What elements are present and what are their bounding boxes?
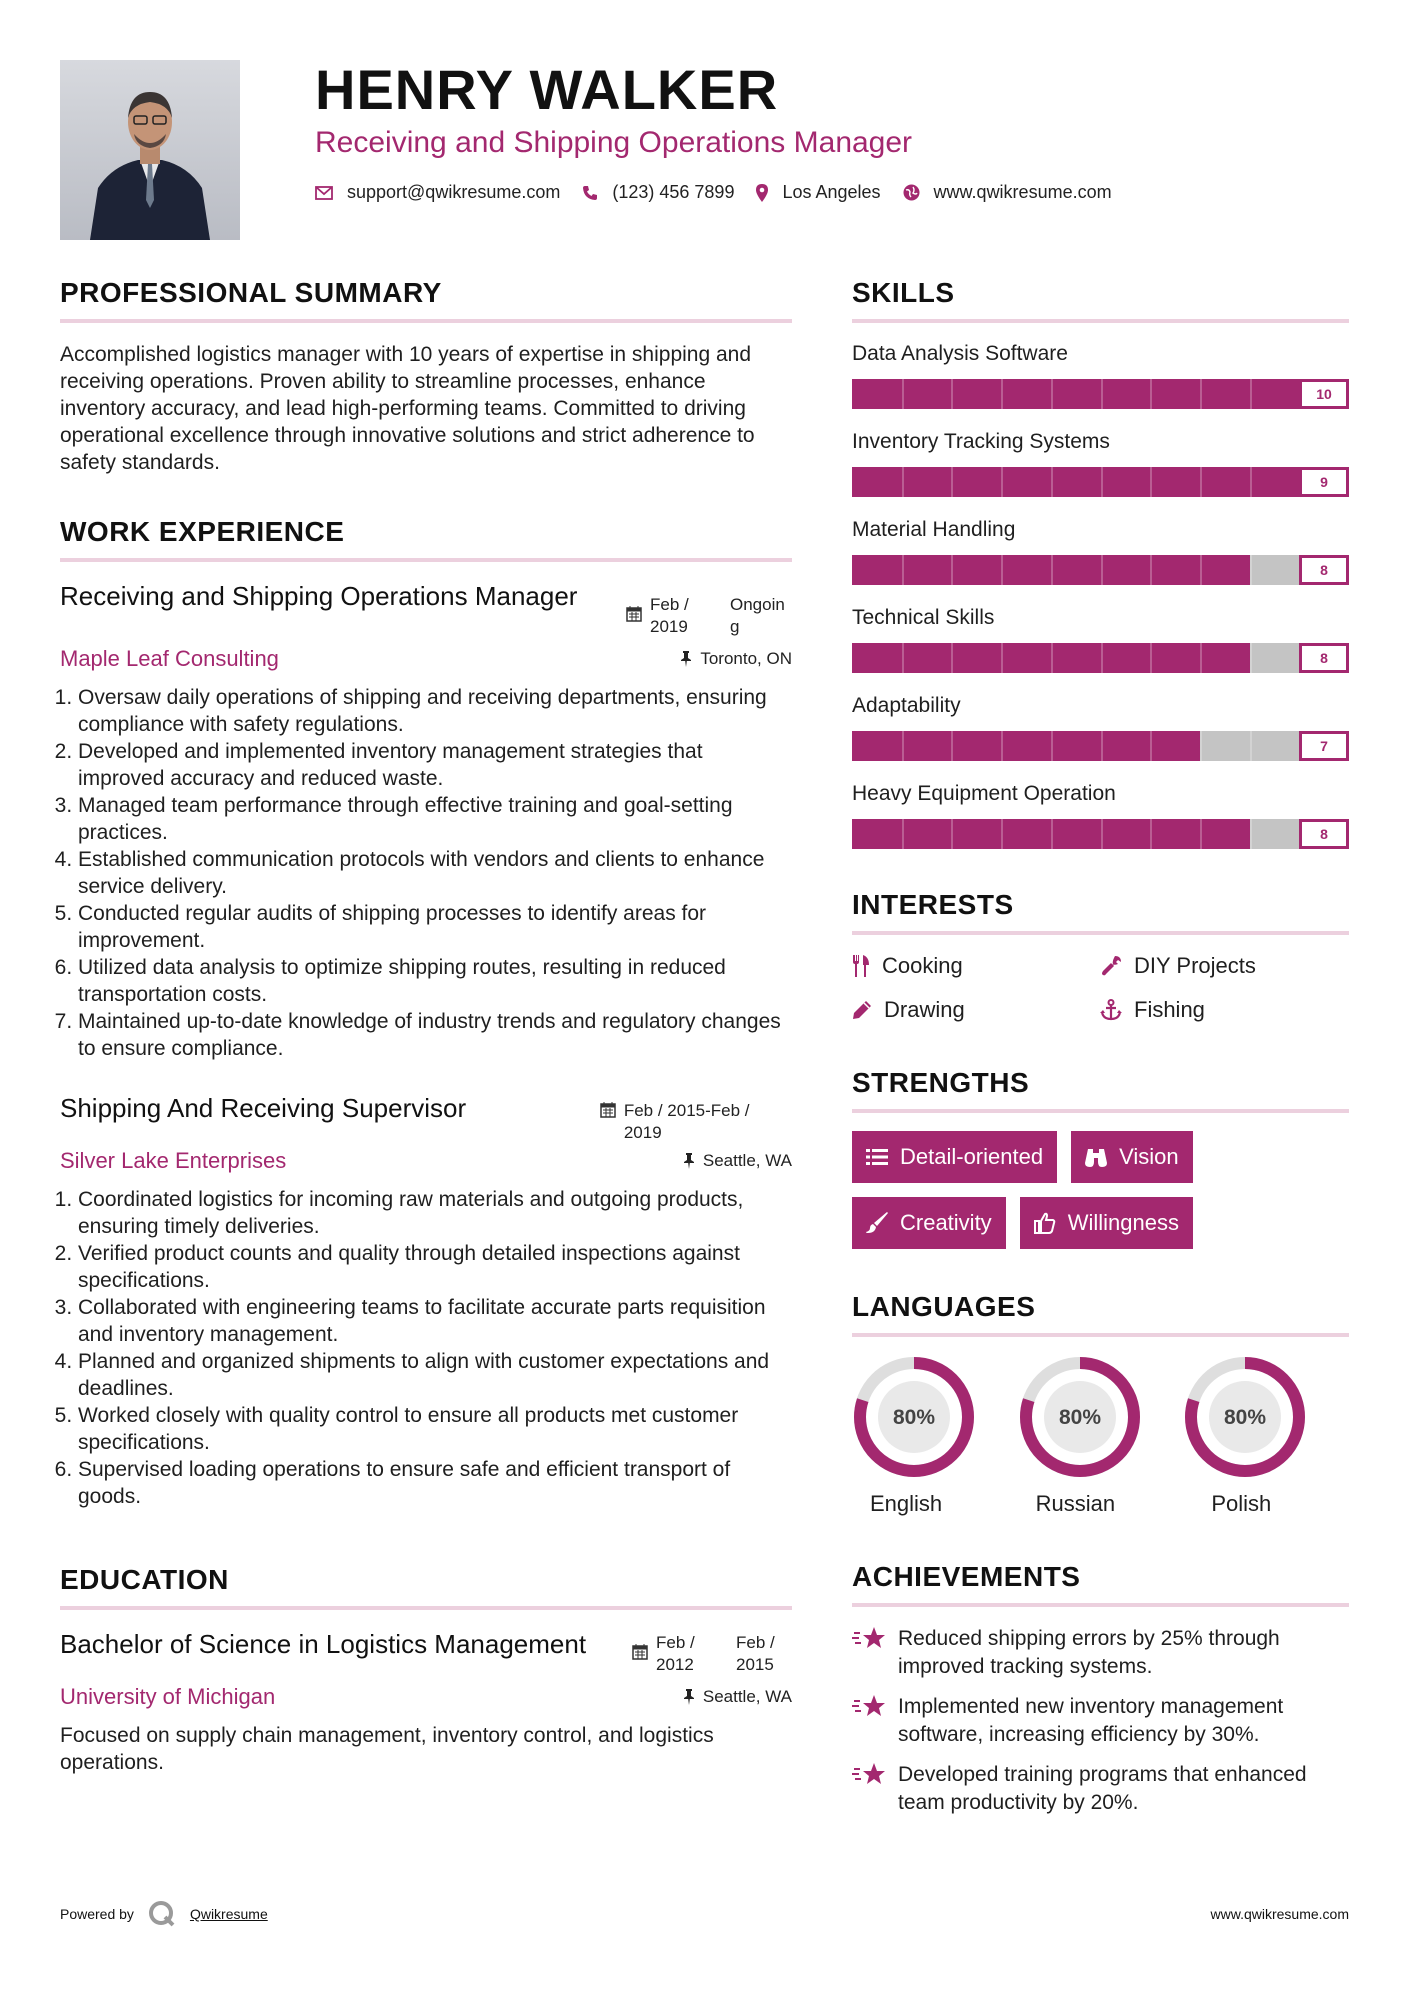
skill-bar-fill [852,467,1299,497]
skill-name: Inventory Tracking Systems [852,430,1110,453]
skill-bar-segment [1250,731,1252,761]
section-divider [852,931,1349,935]
skill-bar-segment [1250,467,1252,497]
wrench-icon [1100,955,1122,977]
star-icon [852,1693,886,1721]
strength-tag [1071,1131,1193,1183]
anchor-icon [1100,999,1122,1021]
skill-bar-segment [1001,555,1003,585]
skill-bar-segment [1200,467,1202,497]
skill-item [852,341,1349,409]
list-item: 4. Planned and organized shipments to align with customer expectations and deadlines. [78,1348,792,1402]
contact-website[interactable] [903,182,1112,203]
job-date [600,1100,792,1144]
language-percent: 80% [892,1406,936,1429]
list-item: 1. Coordinated logistics for incoming raw materials and outgoing products, ensuring timely deliveries. [78,1186,792,1240]
job-date [626,594,792,638]
list-item: 6. Utilized data analysis to optimize shipping routes, resulting in reduced transportation costs. [78,954,792,1008]
strength-tag [1020,1197,1193,1249]
strength-tag [852,1197,1006,1249]
skill-bar [852,555,1349,585]
skill-bar-segment [1101,819,1103,849]
skill-bar-segment [1051,467,1053,497]
skill-bar-segment [951,555,953,585]
calendar-icon [632,1644,648,1660]
skill-bar-segment [1101,379,1103,409]
location-text: Los Angeles [782,182,881,202]
interests-section [852,887,1349,1023]
experience-section [60,514,792,1510]
achievement-text: Reduced shipping errors by 25% through improved tracking systems. [898,1627,1280,1678]
right-column [852,275,1349,1829]
interest-label: DIY Projects [1134,953,1256,978]
job-title: Receiving and Shipping Operations Manager [60,581,578,611]
section-divider [852,1603,1349,1607]
strengths-section [852,1065,1349,1249]
strength-label: Detail-oriented [900,1144,1044,1169]
achievement-item [852,1625,1349,1681]
strength-label: Vision [1119,1144,1179,1169]
skill-bar-segment [1150,643,1152,673]
summary-section [60,275,792,476]
education-location [683,1687,792,1707]
skill-bar-segment [902,379,904,409]
skill-level: 8 [1299,643,1349,673]
job-entry [60,1092,792,1510]
summary-heading: PROFESSIONAL SUMMARY [60,277,442,308]
experience-heading: WORK EXPERIENCE [60,516,345,547]
education-date-end: Feb / 2015 [736,1633,775,1674]
achievements-heading: ACHIEVEMENTS [852,1561,1081,1592]
interests-heading: INTERESTS [852,889,1014,920]
skill-level: 8 [1299,819,1349,849]
skill-name: Technical Skills [852,606,995,629]
list-item: 5. Worked closely with quality control to ensure all products met customer specifications. [78,1402,792,1456]
education-heading: EDUCATION [60,1564,229,1595]
skill-level: 7 [1299,731,1349,761]
skill-bar-segment [1250,643,1252,673]
skill-bar-segment [1051,555,1053,585]
company-name: Maple Leaf Consulting [60,646,279,671]
skill-bar-segment [1200,555,1202,585]
contact-email[interactable] [315,182,560,203]
skill-level: 9 [1299,467,1349,497]
contact-phone[interactable] [582,182,734,203]
language-item [1183,1355,1349,1517]
job-date-start: Feb / 2019 [650,595,689,636]
skill-item [852,693,1349,761]
skill-bar [852,467,1349,497]
interest-item [852,997,1100,1023]
interest-item [852,953,1100,979]
skill-bar-segment [1200,379,1202,409]
skill-level: 8 [1299,555,1349,585]
skill-bar [852,379,1349,409]
skill-bar-segment [951,379,953,409]
strength-label: Creativity [900,1210,992,1235]
skill-bar-segment [1150,379,1152,409]
job-location-text: Seattle, WA [702,1151,792,1170]
skill-item [852,429,1349,497]
list-item: 3. Managed team performance through effective training and goal-setting practices. [78,792,792,846]
strength-label: Willingness [1067,1210,1179,1235]
skill-bar-segment [1250,819,1252,849]
skill-bar [852,819,1349,849]
skill-bar-segment [1001,731,1003,761]
skill-bar-segment [1250,555,1252,585]
powered-by-text: Powered by [60,1906,134,1922]
job-bullets [60,1186,792,1510]
section-divider [852,1109,1349,1113]
language-name: Polish [1211,1491,1272,1516]
skill-bar-segment [902,643,904,673]
summary-text: Accomplished logistics manager with 10 years of expertise in shipping and receiving operations. Proven ability to streamline processes, enhance inventory accuracy, and lead high-performing teams. Committed to driving operational excellence through innovative solutions and strict adherence to safety standards. [60,343,755,474]
strengths-heading: STRENGTHS [852,1067,1030,1098]
candidate-name: HENRY WALKER [315,58,779,121]
skill-bar-segment [1150,819,1152,849]
languages-heading: LANGUAGES [852,1291,1036,1322]
job-location [680,649,792,669]
map-marker-icon [756,184,768,202]
skill-name: Data Analysis Software [852,342,1068,365]
list-item: 3. Collaborated with engineering teams to facilitate accurate parts requisition and inventory management. [78,1294,792,1348]
degree-title: Bachelor of Science in Logistics Management [60,1629,587,1659]
left-column [60,275,792,1776]
skill-bar-segment [1200,643,1202,673]
resume-header [315,58,1355,203]
achievement-text: Implemented new inventory management software, increasing efficiency by 30%. [898,1695,1284,1746]
job-entry [60,580,792,1062]
binoculars-icon [1085,1147,1107,1167]
footer-website[interactable]: www.qwikresume.com [1210,1906,1349,1922]
language-item [852,1355,1018,1517]
candidate-title: Receiving and Shipping Operations Manager [315,126,913,159]
skill-bar-segment [1101,643,1103,673]
interest-item [1100,953,1348,979]
job-bullets [60,684,792,1062]
thumbs-up-icon [1034,1212,1056,1234]
skill-bar-segment [1150,555,1152,585]
language-donut [852,1355,976,1479]
skills-section [852,275,1349,849]
skills-list [852,341,1349,849]
pushpin-icon [680,651,692,667]
interest-item [1100,997,1348,1023]
skill-name: Adaptability [852,694,961,717]
education-location-text: Seattle, WA [702,1687,792,1706]
section-divider [60,1606,792,1610]
calendar-icon [600,1102,616,1118]
skill-bar-segment [1001,379,1003,409]
skill-bar-segment [902,555,904,585]
language-percent: 80% [1224,1406,1267,1429]
list-icon [866,1148,888,1166]
star-icon [852,1761,886,1789]
skill-name: Material Handling [852,518,1016,541]
skill-bar-segment [951,819,953,849]
achievements-section [852,1559,1349,1817]
skill-bar-segment [1200,819,1202,849]
skill-item [852,605,1349,673]
contact-location [756,182,880,203]
skill-bar-segment [1150,731,1152,761]
skill-bar-segment [1051,731,1053,761]
brush-icon [866,1212,888,1234]
skill-bar-segment [1250,379,1252,409]
qwikresume-logo-icon [148,1900,176,1928]
brand-link[interactable]: Qwikresume [189,1906,268,1922]
skill-bar-segment [1001,643,1003,673]
job-location [683,1151,792,1171]
footer-powered-by [60,1900,268,1928]
pushpin-icon [683,1689,695,1705]
section-divider [852,319,1349,323]
profile-photo [60,60,240,240]
skill-bar [852,731,1349,761]
contact-row [315,182,1355,203]
skill-bar-segment [951,731,953,761]
section-divider [60,319,792,323]
section-divider [852,1333,1349,1337]
pushpin-icon [683,1153,695,1169]
skill-bar-segment [1101,555,1103,585]
envelope-icon [315,186,333,200]
skill-item [852,781,1349,849]
phone-text: (123) 456 7899 [612,182,735,202]
job-location-text: Toronto, ON [700,649,792,668]
languages-section [852,1289,1349,1517]
phone-icon [582,185,598,201]
list-item: 2. Verified product counts and quality through detailed inspections against specifications. [78,1240,792,1294]
skill-bar-segment [1150,467,1152,497]
language-name: English [870,1491,943,1516]
skill-bar-segment [1001,819,1003,849]
education-date-start: Feb / 2012 [656,1633,695,1674]
achievement-item [852,1761,1349,1817]
school-name: University of Michigan [60,1684,276,1709]
calendar-icon [626,606,642,622]
skill-bar-segment [951,467,953,497]
list-item: 6. Supervised loading operations to ensure safe and efficient transport of goods. [78,1456,792,1510]
job-date-end: Ongoin g [730,595,785,636]
language-donut [1018,1355,1142,1479]
pencil-icon [852,1000,872,1020]
list-item: 2. Developed and implemented inventory management strategies that improved accuracy and reduced waste. [78,738,792,792]
skill-bar-segment [1051,819,1053,849]
interest-label: Fishing [1134,997,1205,1022]
skill-bar-segment [1101,467,1103,497]
section-divider [60,558,792,562]
website-text: www.qwikresume.com [933,182,1112,202]
education-description: Focused on supply chain management, inventory control, and logistics operations. [60,1724,714,1774]
list-item: 4. Established communication protocols with vendors and clients to enhance service delivery. [78,846,792,900]
list-item: 5. Conducted regular audits of shipping processes to identify areas for improvement. [78,900,792,954]
interest-label: Cooking [882,953,963,978]
skill-bar-segment [902,819,904,849]
skills-heading: SKILLS [852,277,955,308]
interest-label: Drawing [884,997,965,1022]
star-icon [852,1625,886,1653]
skill-bar-segment [1101,731,1103,761]
skill-bar-segment [951,643,953,673]
skill-bar-fill [852,731,1200,761]
skill-bar-segment [1051,379,1053,409]
job-date-text: Feb / 2015-Feb / 2019 [623,1101,750,1142]
achievement-item [852,1693,1349,1749]
skill-bar-segment [902,731,904,761]
list-item: 7. Maintained up-to-date knowledge of industry trends and regulatory changes to ensure compliance. [78,1008,792,1062]
language-percent: 80% [1058,1406,1101,1429]
skill-item [852,517,1349,585]
job-title: Shipping And Receiving Supervisor [60,1093,467,1123]
language-item [1018,1355,1184,1517]
skill-bar-segment [902,467,904,497]
education-date [632,1632,792,1676]
skill-name: Heavy Equipment Operation [852,782,1116,805]
achievement-text: Developed training programs that enhanced team productivity by 20%. [898,1763,1307,1814]
language-donut [1183,1355,1307,1479]
strength-tag [852,1131,1057,1183]
language-name: Russian [1035,1491,1116,1516]
email-text: support@qwikresume.com [347,182,561,202]
skill-level: 10 [1299,379,1349,409]
skill-bar-segment [1051,643,1053,673]
company-name: Silver Lake Enterprises [60,1148,287,1173]
skill-bar-segment [1001,467,1003,497]
education-section [60,1562,792,1776]
globe-icon [903,184,920,201]
list-item: 1. Oversaw daily operations of shipping and receiving departments, ensuring compliance with safety regulations. [78,684,792,738]
skill-bar [852,643,1349,673]
cutlery-icon [852,955,870,977]
skill-bar-segment [1200,731,1202,761]
